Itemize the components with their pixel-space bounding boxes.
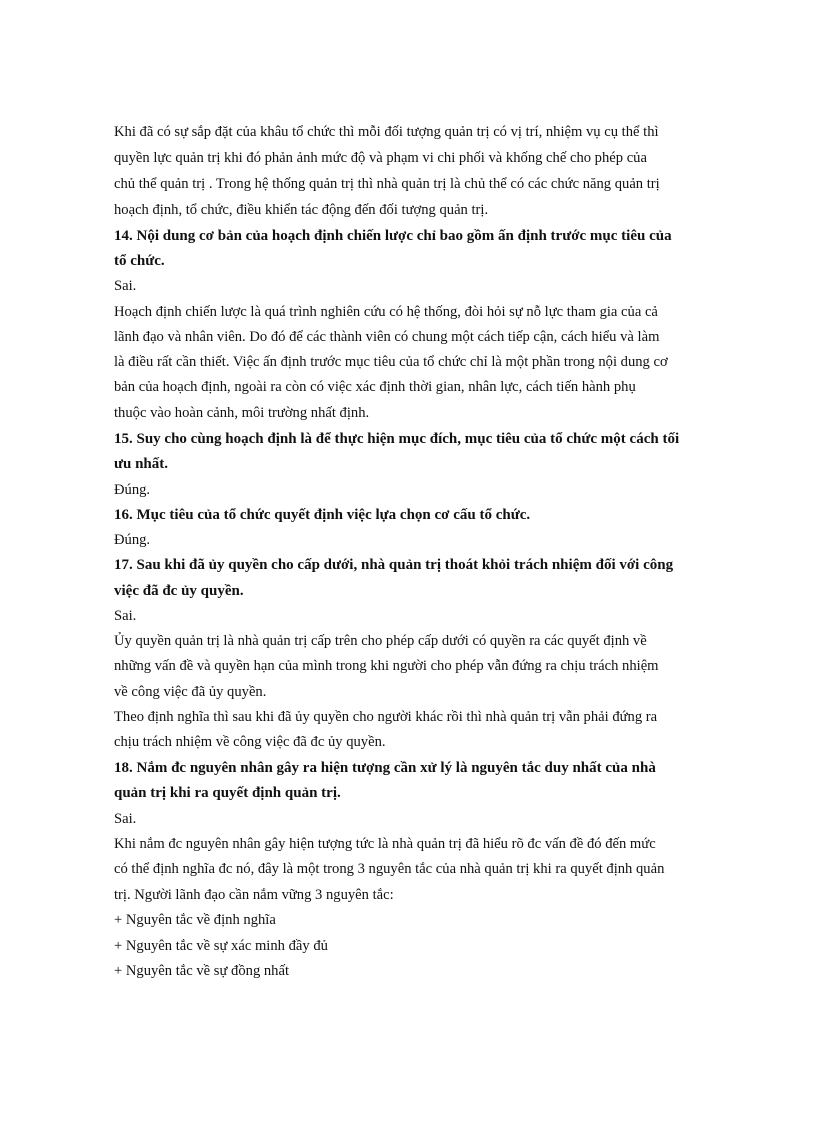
question-15: 15. Suy cho cùng hoạch định là để thực hiện mục đích, mục tiêu của tổ chức một cách tối xyxy=(114,431,680,447)
answer-16: Đúng. xyxy=(114,532,151,548)
explanation-14: lãnh đạo và nhân viên. Do đó để các thành viên có chung một cách tiếp cận, cách hiểu và làm xyxy=(114,329,660,345)
explanation-17: những vấn đề và quyền hạn của mình trong khi người cho phép vẫn đứng ra chịu trách nhiệm xyxy=(114,658,659,674)
explanation-18: trị. Người lãnh đạo cần nắm vững 3 nguyên tắc: xyxy=(114,887,394,903)
explanation-18: có thể định nghĩa đc nó, đây là một trong 3 nguyên tắc của nhà quản trị khi ra quyết định quản xyxy=(114,861,665,877)
list-item: + Nguyên tắc về định nghĩa xyxy=(114,912,276,928)
explanation-14: thuộc vào hoàn cảnh, môi trường nhất định. xyxy=(114,405,370,421)
intro-line: quyền lực quản trị khi đó phản ảnh mức độ và phạm vi chi phối và khống chế cho phép của xyxy=(114,150,647,166)
explanation-17: Theo định nghĩa thì sau khi đã ủy quyền cho người khác rồi thì nhà quản trị vẫn phải đứng ra xyxy=(114,709,658,725)
list-item: + Nguyên tắc về sự xác minh đầy đủ xyxy=(114,938,328,954)
list-item: + Nguyên tắc về sự đồng nhất xyxy=(114,963,290,979)
explanation-17: Ủy quyền quản trị là nhà quản trị cấp trên cho phép cấp dưới có quyền ra các quyết định về xyxy=(114,633,647,649)
intro-line: hoạch định, tổ chức, điều khiển tác động đến đối tượng quản trị. xyxy=(114,202,489,218)
question-18: quản trị khi ra quyết định quản trị. xyxy=(114,785,341,801)
answer-15: Đúng. xyxy=(114,482,151,498)
intro-line: Khi đã có sự sắp đặt của khâu tổ chức thì mỗi đối tượng quản trị có vị trí, nhiệm vụ cụ thể thì xyxy=(114,124,659,140)
question-18: 18. Nắm đc nguyên nhân gây ra hiện tượng cần xử lý là nguyên tắc duy nhất của nhà xyxy=(114,760,656,776)
answer-17: Sai. xyxy=(114,608,137,624)
explanation-17: chịu trách nhiệm về công việc đã đc ủy quyền. xyxy=(114,734,386,750)
answer-14: Sai. xyxy=(114,278,137,294)
question-14: 14. Nội dung cơ bản của hoạch định chiến lược chỉ bao gồm ấn định trước mục tiêu của xyxy=(114,228,672,244)
answer-18: Sai. xyxy=(114,811,137,827)
explanation-17: về công việc đã ủy quyền. xyxy=(114,684,267,700)
explanation-18: Khi nắm đc nguyên nhân gây hiện tượng tức là nhà quản trị đã hiểu rõ đc vấn đề đó đến mức xyxy=(114,836,656,852)
question-15: ưu nhất. xyxy=(114,456,169,472)
intro-line: chủ thể quản trị . Trong hệ thống quản trị thì nhà quản trị là chủ thể có các chức năng quản trị xyxy=(114,176,660,192)
question-17: 17. Sau khi đã ủy quyền cho cấp dưới, nhà quản trị thoát khỏi trách nhiệm đối với công xyxy=(114,557,674,573)
explanation-14: bản của hoạch định, ngoài ra còn có việc xác định thời gian, nhân lực, cách tiến hành phụ xyxy=(114,379,636,395)
explanation-14: là điều rất cần thiết. Việc ấn định trước mục tiêu của tổ chức chỉ là một phần trong nội dung cơ xyxy=(114,354,668,370)
question-16: 16. Mục tiêu của tổ chức quyết định việc lựa chọn cơ cấu tổ chức. xyxy=(114,507,531,523)
explanation-14: Hoạch định chiến lược là quá trình nghiên cứu có hệ thống, đòi hỏi sự nỗ lực tham gia của cả xyxy=(114,304,658,320)
question-17: việc đã đc ủy quyền. xyxy=(114,583,244,599)
question-14: tổ chức. xyxy=(114,253,165,269)
